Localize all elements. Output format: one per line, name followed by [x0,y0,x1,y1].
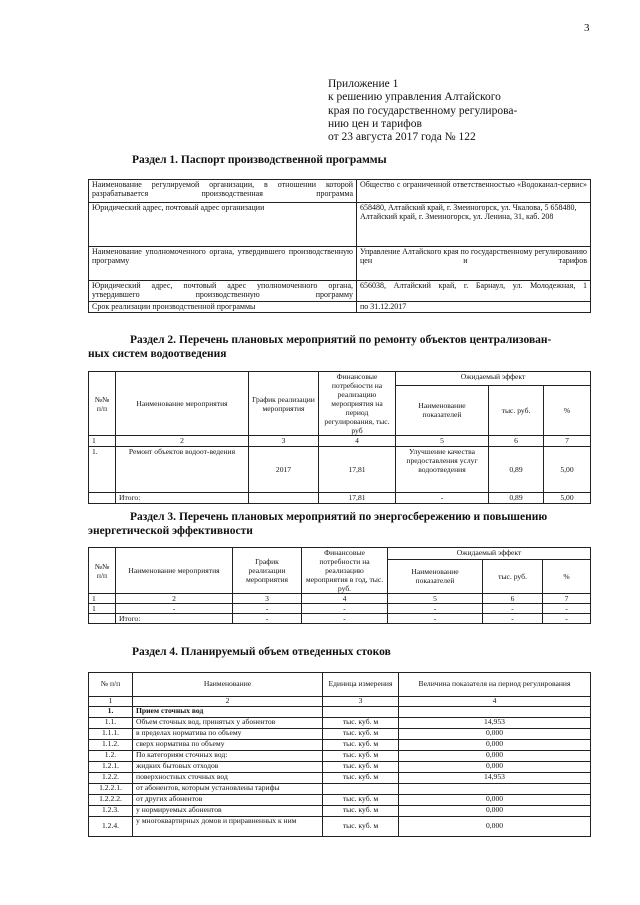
column-number-row [89,436,591,447]
appendix-header [328,78,608,144]
total-label: Итого: [116,493,249,504]
row-unit: тыс. куб. м [323,762,399,773]
table-row [89,773,591,784]
section3-title-lead: Раздел 3. [130,511,177,523]
page-number: 3 [584,22,590,34]
column-number: 2 [133,697,323,707]
header-num: №№ п/п [89,548,116,594]
row-name: жидких бытовых отходов [133,762,323,773]
row-name: от абонентов, которым установлены тарифы [133,784,323,795]
header-schedule: График реализации мероприятия [249,372,319,436]
row-num: 1.1. [89,718,133,729]
total-indicator: - [388,614,483,624]
total-finance: 17,81 [319,493,396,504]
row-name: - [116,604,233,614]
row-name: от других абонентов [133,795,323,806]
total-schedule: - [233,614,302,624]
row-unit: тыс. куб. м [323,817,399,837]
section1-table [88,179,591,313]
row-value: 0,000 [399,762,591,773]
passport-value: 658480, Алтайский край, г. Змеиногорск, ул. Чкалова, 5 658480, Алтайский край, г. Змеиногорск, ул. Ленина, 31, каб. 208 [357,203,591,247]
row-rub: 0,89 [489,447,544,493]
row-num: 1. [89,707,133,718]
row-value: 0,000 [399,806,591,817]
row-num: 1.2.3. [89,806,133,817]
appendix-line: к решению управления Алтайского [328,91,501,104]
appendix-line: края по государственному регулирова- [328,104,518,117]
row-name: Объем сточных вод, принятых у абонентов [133,718,323,729]
table-row [89,281,591,302]
row-pct: - [543,604,591,614]
column-number: 6 [489,436,544,447]
table-row [89,180,591,203]
header-finance: Финансовые потребности на реализацию мероприятия на период регулирования, тыс. руб [319,372,396,436]
total-pct: - [543,614,591,624]
table-row [89,751,591,762]
header-indicator: Наименование показателей [388,559,483,594]
row-finance: 17,81 [319,447,396,493]
column-number: 1 [89,436,116,447]
header-schedule: График реализации мероприятия [233,548,302,594]
row-value: 0,000 [399,729,591,740]
row-unit: тыс. куб. м [323,751,399,762]
row-pct: 5,00 [544,447,591,493]
column-number: 2 [116,436,249,447]
column-number: 1 [89,594,116,604]
column-number-row [89,697,591,707]
table-row [89,718,591,729]
column-number: 3 [323,697,399,707]
column-number: 4 [302,594,388,604]
section2-title-lead: Раздел 2. [130,334,177,346]
section3-title-line2: энергетической эффективности [88,525,253,537]
header-name: Наименование мероприятия [116,372,249,436]
row-indicator: Улучшение качества предоставления услуг водоотведения [396,447,489,493]
row-unit [323,784,399,795]
table-row [89,604,591,614]
row-num: 1.1.1. [89,729,133,740]
table-row [89,203,591,247]
section2-title-rest: Перечень плановых мероприятий по ремонту объектов централизован- [176,334,552,346]
row-unit: тыс. куб. м [323,795,399,806]
column-number: 4 [319,436,396,447]
header-finance: Финансовые потребности на реализацию мероприятия в год, тыс. руб. [302,548,388,594]
passport-value: 656038, Алтайский край, г. Барнаул, ул. Молодежная, 1 [357,281,591,302]
header-indicator: Наименование показателей [396,385,489,435]
row-schedule: 2017 [249,447,319,493]
row-rub: - [483,604,543,614]
column-number: 3 [233,594,302,604]
total-pct: 5,00 [544,493,591,504]
row-name: в пределах норматива по объему [133,729,323,740]
table-row [89,302,591,313]
row-unit: тыс. куб. м [323,740,399,751]
header-value: Величина показателя на период регулирования [399,673,591,697]
header-pct: % [543,559,591,594]
row-unit: тыс. куб. м [323,773,399,784]
header-name: Наименование мероприятия [116,548,233,594]
passport-label: Юридический адрес, почтовый адрес уполномоченного органа, утвердившего производственную программу [89,281,357,302]
table-row [89,447,591,493]
row-value [399,784,591,795]
total-row [89,614,591,624]
table-row [89,817,591,837]
total-label: Итого: [116,614,233,624]
row-value: 14,953 [399,773,591,784]
header-rub: тыс. руб. [483,559,543,594]
section3-title-rest: Перечень плановых мероприятий по энергосбережению и повышению [176,511,548,523]
column-number: 2 [116,594,233,604]
passport-value: по 31.12.2017 [357,302,591,313]
table-row [89,740,591,751]
total-indicator: - [396,493,489,504]
row-name: поверхностных сточных вод [133,773,323,784]
header-num: №№ п/п [89,372,116,436]
row-unit: тыс. куб. м [323,729,399,740]
section1-title: Раздел 1. Паспорт производственной программы [132,154,387,166]
column-number: 7 [543,594,591,604]
total-rub: 0,89 [489,493,544,504]
section4-title: Раздел 4. Планируемый объем отведенных стоков [132,646,391,658]
passport-label: Срок реализации производственной программы [89,302,357,313]
table-row [89,795,591,806]
row-num: 1 [89,604,116,614]
section3-title [88,510,592,538]
column-number: 5 [396,436,489,447]
row-finance: - [302,604,388,614]
row-num: 1.2.4. [89,817,133,837]
section2-title [88,333,592,361]
total-row [89,493,591,504]
row-value: 0,000 [399,817,591,837]
row-name: у многоквартирных домов и приравненных к ним [133,817,323,837]
column-number: 5 [388,594,483,604]
row-value: 0,000 [399,751,591,762]
passport-value: Управление Алтайского края по государственному регулированию цен и тарифов [357,247,591,281]
section2-table [88,371,591,504]
row-indicator: - [388,604,483,614]
row-unit: тыс. куб. м [323,806,399,817]
row-name: у нормируемых абонентов [133,806,323,817]
header-effect: Ожидаемый эффект [396,372,591,386]
column-number: 3 [249,436,319,447]
header-rub: тыс. руб. [489,385,544,435]
passport-label: Наименование уполномоченного органа, утвердившего производственную программу [89,247,357,281]
table-row [89,729,591,740]
row-name: Прием сточных вод [133,707,323,718]
row-num: 1.2.2.2. [89,795,133,806]
row-name: По категориям сточных вод: [133,751,323,762]
row-value: 0,000 [399,740,591,751]
header-name: Наименование [133,673,323,697]
row-num: 1.2.2. [89,773,133,784]
passport-label: Наименование регулируемой организации, в отношении которой разрабатывается производственная программа [89,180,357,203]
row-unit [323,707,399,718]
table-row [89,707,591,718]
column-number: 4 [399,697,591,707]
row-num: 1. [89,447,116,493]
table-row [89,762,591,773]
column-number: 1 [89,697,133,707]
header-pct: % [544,385,591,435]
section4-table [88,672,591,837]
column-number-row [89,594,591,604]
section3-table [88,547,591,624]
header-effect: Ожидаемый эффект [388,548,591,560]
table-row [89,806,591,817]
column-number: 7 [544,436,591,447]
section2-title-line2: ных систем водоотведения [88,348,227,360]
appendix-line: нию цен и тарифов [328,117,422,130]
row-value: 14,953 [399,718,591,729]
header-num: № п/п [89,673,133,697]
row-num: 1.1.2. [89,740,133,751]
row-unit: тыс. куб. м [323,718,399,729]
table-row [89,784,591,795]
column-number: 6 [483,594,543,604]
row-name: сверх норматива по объему [133,740,323,751]
total-rub: - [483,614,543,624]
header-unit: Единица измерения [323,673,399,697]
row-num: 1.2.2.1. [89,784,133,795]
row-num: 1.2.1. [89,762,133,773]
row-schedule: - [233,604,302,614]
row-value: 0,000 [399,795,591,806]
row-name: Ремонт объектов водоот-ведения [116,447,249,493]
appendix-line: Приложение 1 [328,78,399,90]
row-num: 1.2. [89,751,133,762]
row-value [399,707,591,718]
total-finance: - [302,614,388,624]
appendix-line: от 23 августа 2017 года № 122 [328,131,476,144]
passport-label: Юридический адрес, почтовый адрес организации [89,203,357,247]
passport-value: Общество с ограниченной ответственностью «Водоканал-сервис» [357,180,591,203]
table-row [89,247,591,281]
